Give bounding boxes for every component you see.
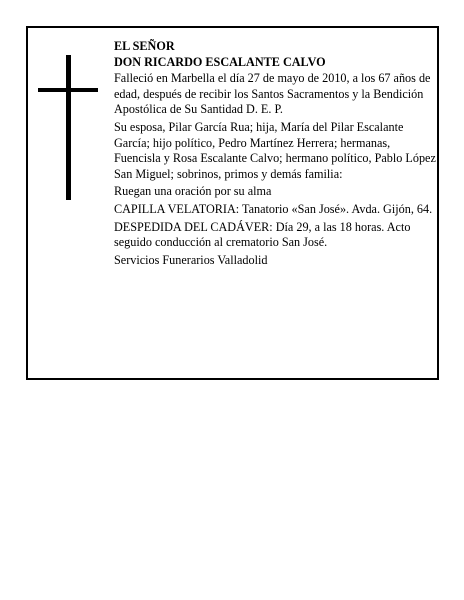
farewell-details: DESPEDIDA DEL CADÁVER: Día 29, a las 18 horas. Acto seguido conducción al crematorio San José. bbox=[114, 219, 411, 250]
funeral-services: Servicios Funerarios Valladolid bbox=[114, 252, 268, 267]
obituary-text bbox=[114, 39, 436, 270]
wake-location: CAPILLA VELATORIA: Tanatorio «San José». Avda. Gijón, 64. bbox=[114, 201, 433, 216]
cross-icon bbox=[38, 55, 98, 200]
prayer-request: Ruegan una oración por su alma bbox=[114, 184, 272, 199]
obituary-notice bbox=[26, 26, 439, 380]
death-details: Falleció en Marbella el día 27 de mayo de 2010, a los 67 años de edad, después de recibir los Santos Sacramentos y la Bendición Apostólica de Su Santidad D. E. P. bbox=[114, 71, 431, 117]
family-list: Su esposa, Pilar García Rua; hija, María del Pilar Escalante García; hijo político, Pedro Martínez Herrera; hermanas, Fuencisla y Rosa Escalante Calvo; hermano político, Pablo López San Miguel; sobrinos, primos y demás familia: bbox=[114, 119, 436, 181]
notice-title: EL SEÑOR bbox=[114, 39, 175, 53]
cross-horizontal-bar bbox=[38, 88, 98, 92]
deceased-name: DON RICARDO ESCALANTE CALVO bbox=[114, 54, 326, 69]
cross-vertical-bar bbox=[66, 55, 71, 200]
